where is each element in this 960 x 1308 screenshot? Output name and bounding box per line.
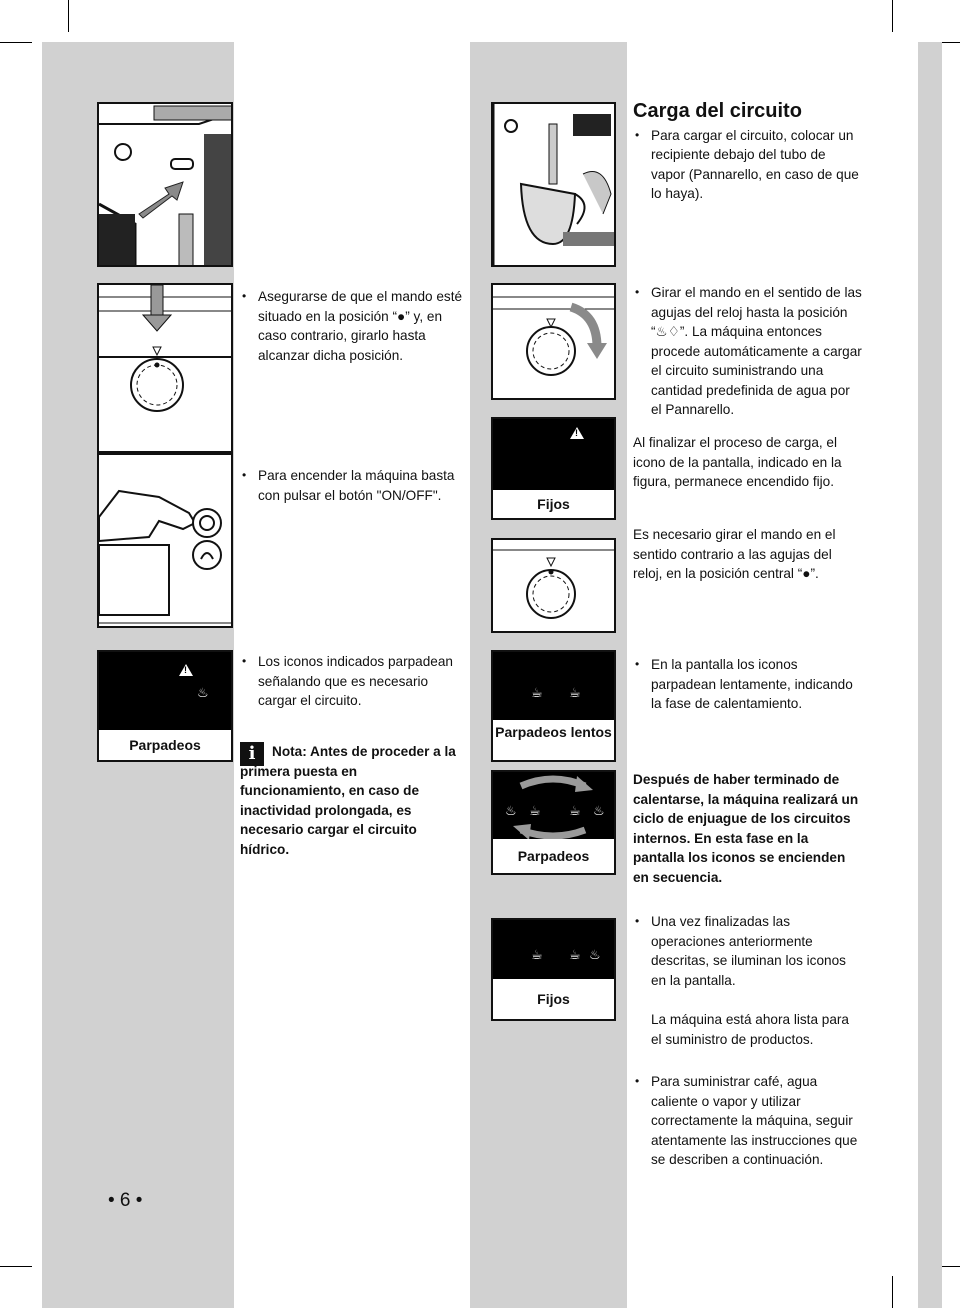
knob-rotate-drawing <box>493 285 616 400</box>
page-number: • 6 • <box>108 1190 143 1211</box>
display-slow-flashing <box>491 650 616 762</box>
step-3-right-text-b: Es necesario girar el mando en el sentido contrario a las agujas del reloj, en la posición central “●”. <box>633 527 836 581</box>
display-label-parpadeos-2: Parpadeos <box>493 839 614 873</box>
step-4-right-bold-text: Después de haber terminado de calentarse, la máquina realizará un ciclo de enjuague de los circuitos internos. En esta fase en la pantalla los iconos se encienden en secuencia. <box>633 772 859 885</box>
steam-icon: ♨ <box>589 947 601 962</box>
display-label-parpadeos-lentos: Parpadeos lentos <box>493 720 614 760</box>
coffee-cup-icon: ☕ <box>569 947 581 962</box>
step-4-left-text: • Los iconos indicados parpadean señalando que es necesario cargar el circuito. <box>240 652 465 711</box>
finger-press-drawing <box>99 455 233 628</box>
knob-illustration-center-return <box>491 538 616 633</box>
crop-mark <box>68 0 69 32</box>
onoff-illustration <box>97 453 233 628</box>
steam-icon: ♨ <box>505 803 517 818</box>
display-label-fijos-2: Fijos <box>493 979 614 1019</box>
display-flashing-warning <box>97 650 233 762</box>
pannarello-drawing <box>493 104 616 267</box>
knob-center-drawing <box>493 540 616 633</box>
display-label-parpadeos: Parpadeos <box>99 730 231 760</box>
coffee-cup-icon: ☕ <box>531 947 543 962</box>
coffee-cup-icon: ☕ <box>531 685 543 700</box>
coffee-cup-icon: ☕ <box>529 803 541 818</box>
knob-illustration-center <box>491 283 616 400</box>
steam-icon: ♨ <box>593 803 605 818</box>
machine-illustration-left <box>97 102 233 267</box>
section-title: Carga del circuito <box>633 100 802 122</box>
display-fixed-ready <box>491 918 616 1021</box>
crop-mark <box>0 1266 32 1267</box>
crop-mark <box>892 1276 893 1308</box>
coffee-cup-icon: ☕ <box>569 803 581 818</box>
coffee-cup-icon: ☕ <box>569 685 581 700</box>
display-sequence <box>491 770 616 875</box>
step-6-right-text: • Para suministrar café, agua caliente o vapor y utilizar correctamente la máquina, seguir atentamente las instrucciones que se describen a continuación. <box>633 1072 863 1170</box>
step-3-left-text: • Para encender la máquina basta con pulsar el botón "ON/OFF". <box>240 466 465 505</box>
warning-icon <box>570 427 584 439</box>
step-1-text: • Para cargar el circuito, colocar un recipiente debajo del tubo de vapor (Pannarello, en caso de que lo haya). <box>633 126 863 204</box>
steam-icon: ♨ <box>197 685 209 700</box>
machine-drawing <box>99 104 233 267</box>
right-gray-strip <box>918 42 942 1308</box>
step-3-right-text: Al finalizar el proceso de carga, el icono de la pantalla, indicado en la figura, permanece encendido fijo. <box>633 435 842 489</box>
step-5-right-text-b: La máquina está ahora lista para el suministro de productos. <box>651 1012 849 1047</box>
info-icon: i <box>240 742 264 766</box>
step-4-right-text: • En la pantalla los iconos parpadean lentamente, indicando la fase de calentamiento. <box>633 655 863 714</box>
display-label-fijos: Fijos <box>493 490 614 518</box>
step-5-right-text: • Una vez finalizadas las operaciones anteriormente descritas, se iluminan los iconos en la pantalla. <box>633 912 863 990</box>
note-text: Nota: Antes de proceder a la primera puesta en funcionamiento, en caso de inactividad prolongada, es necesario cargar el circuito hídrico. <box>240 744 456 857</box>
step-2-right-text: • Girar el mando en el sentido de las agujas del reloj hasta la posición “♨♢”. La máquina entonces procede automáticamente a cargar el circuito suministrando una cantidad predefinida de agua por el Pannarello. <box>633 283 863 420</box>
warning-icon <box>179 664 193 676</box>
knob-drawing <box>99 285 233 453</box>
step-2-left-text: • Asegurarse de que el mando esté situado en la posición “●” y, en caso contrario, girarlo hasta alcanzar dicha posición. <box>240 287 465 365</box>
crop-mark <box>892 0 893 32</box>
crop-mark <box>0 42 32 43</box>
knob-illustration-left <box>97 283 233 453</box>
machine-illustration-center <box>491 102 616 267</box>
display-fixed-warning <box>491 417 616 520</box>
